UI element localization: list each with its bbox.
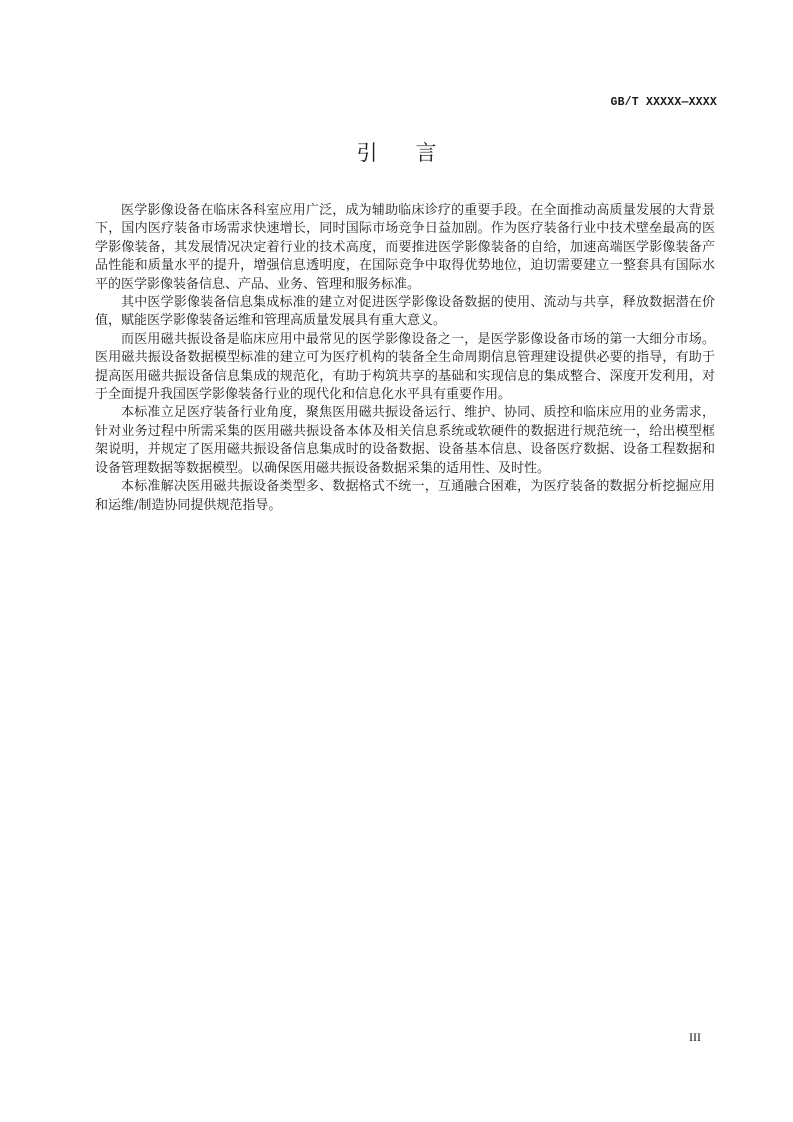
paragraph: 而医用磁共振设备是临床应用中最常见的医学影像设备之一，是医学影像设备市场的第一大细分市场。医用磁共振设备数据模型标准的建立可为医疗机构的装备全生命周期信息管理建设提供必要的指导，有助于提高医用磁共振设备信息集成的规范化，有助于构筑共享的基础和实现信息的集成整合、深度开发利用，对于全面提升我国医学影像装备行业的现代化和信息化水平具有重要作用。	[95, 331, 715, 403]
paragraph: 其中医学影像装备信息集成标准的建立对促进医学影像设备数据的使用、流动与共享，释放数据潜在价值，赋能医学影像装备运维和管理高质量发展具有重大意义。	[95, 295, 715, 329]
paragraph: 本标准立足医疗装备行业角度，聚焦医用磁共振设备运行、维护、协同、质控和临床应用的业务需求，针对业务过程中所需采集的医用磁共振设备本体及相关信息系统或软硬件的数据进行规范统一，给出模型框架说明，并规定了医用磁共振设备信息集成时的设备数据、设备基本信息、设备医疗数据、设备工程数据和设备管理数据等数据模型。以确保医用磁共振设备数据采集的适用性、及时性。	[95, 405, 715, 476]
page-title: 引言	[356, 141, 475, 165]
standard-code: GB/T XXXXX—XXXX	[610, 96, 717, 109]
paragraph: 本标准解决医用磁共振设备类型多、数据格式不统一，互通融合困难，为医疗装备的数据分析挖掘应用和运维/制造协同提供规范指导。	[95, 479, 715, 513]
paragraph: 医学影像设备在临床各科室应用广泛，成为辅助临床诊疗的重要手段。在全面推动高质量发展的大背景下，国内医疗装备市场需求快速增长，同时国际市场竞争日益加剧。作为医疗装备行业中技术壁垒最高的医学影像装备，其发展情况决定着行业的技术高度，而要推进医学影像装备的自给，加速高端医学影像装备产品性能和质量水平的提升，增强信息透明度，在国际竞争中取得优势地位，迫切需要建立一整套具有国际水平的医学影像装备信息、产品、业务、管理和服务标准。	[95, 203, 715, 292]
page-number: III	[689, 1030, 701, 1044]
body-text	[95, 202, 715, 515]
